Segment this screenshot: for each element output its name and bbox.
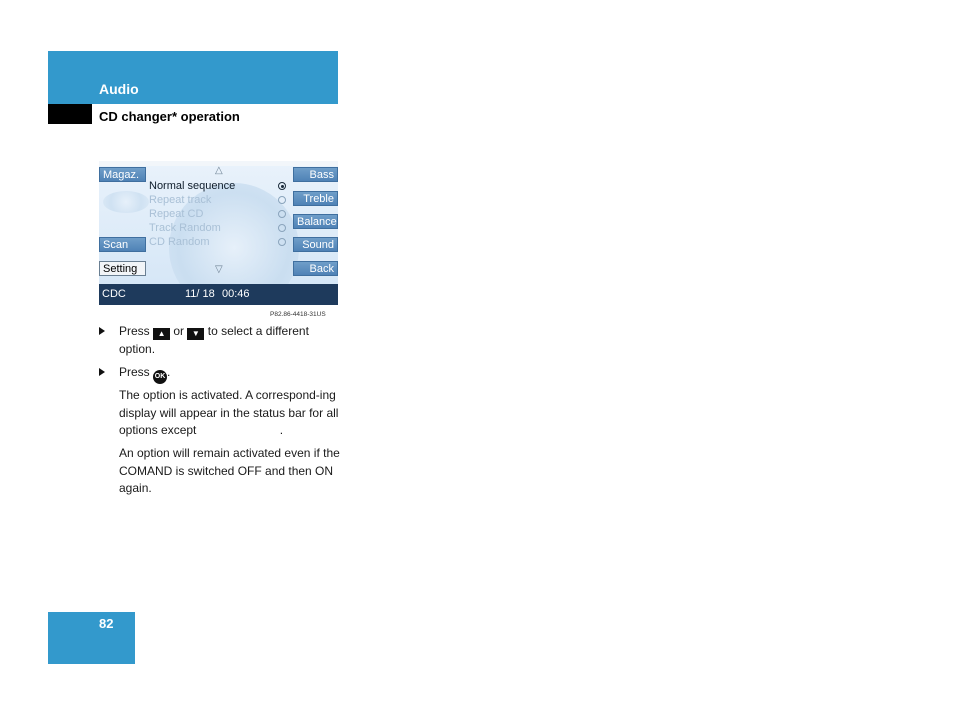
page-number: 82 [99, 616, 114, 631]
radio-selected-icon[interactable] [278, 182, 286, 190]
result-end-period: . [279, 423, 284, 437]
radio-unselected-icon[interactable] [278, 196, 286, 204]
section-title: Audio [99, 81, 139, 97]
option-cd-random[interactable]: CD Random [149, 236, 210, 248]
ok-key-icon: OK [153, 370, 167, 384]
comand-screen-figure [99, 161, 338, 305]
subsection-title: CD changer* operation [99, 109, 240, 124]
status-time: 00:46 [222, 288, 250, 300]
option-track-random[interactable]: Track Random [149, 222, 221, 234]
header-bar [48, 51, 338, 104]
figure-code: P82.86-4418-31US [270, 311, 326, 318]
scan-button[interactable]: Scan [99, 237, 146, 252]
step-press-word: Press [119, 324, 150, 338]
step-or-word: or [173, 324, 185, 338]
status-source: CDC [102, 288, 126, 300]
section-tab-marker [48, 104, 92, 124]
scroll-down-icon[interactable]: ▽ [215, 264, 223, 275]
bass-button[interactable]: Bass [293, 167, 338, 182]
back-button[interactable]: Back [293, 261, 338, 276]
sound-button[interactable]: Sound [293, 237, 338, 252]
magazine-button[interactable]: Magaz. [99, 167, 146, 182]
page-number-box [48, 612, 135, 664]
result-paragraph [119, 387, 341, 440]
radio-unselected-icon[interactable] [278, 210, 286, 218]
down-key-icon: ▼ [187, 328, 204, 340]
bullet-arrow-icon [99, 368, 105, 376]
result-text: The option is activated. A correspond-ing display will appear in the status bar for all options except [119, 388, 339, 437]
option-repeat-track[interactable]: Repeat track [149, 194, 212, 206]
scroll-up-icon[interactable]: △ [215, 165, 223, 176]
radio-unselected-icon[interactable] [278, 238, 286, 246]
option-repeat-cd[interactable]: Repeat CD [149, 208, 204, 220]
step-text [119, 323, 339, 358]
status-track: 11/ 18 [185, 288, 215, 300]
bullet-arrow-icon [99, 327, 105, 335]
treble-button[interactable]: Treble [293, 191, 338, 206]
step-press-word: Press [119, 365, 150, 379]
note-paragraph: An option will remain activated even if the COMAND is switched OFF and then ON again. [119, 446, 340, 495]
option-normal-sequence[interactable]: Normal sequence [149, 180, 236, 192]
status-bar [99, 284, 338, 305]
step-rest-text: to select a different option. [119, 324, 309, 356]
balance-button[interactable]: Balance [293, 214, 338, 229]
cd-disc-small-graphic [103, 191, 149, 213]
step-end-period: . [167, 365, 171, 379]
setting-button[interactable]: Setting [99, 261, 146, 276]
step-text [119, 364, 339, 384]
up-key-icon: ▲ [153, 328, 170, 340]
radio-unselected-icon[interactable] [278, 224, 286, 232]
